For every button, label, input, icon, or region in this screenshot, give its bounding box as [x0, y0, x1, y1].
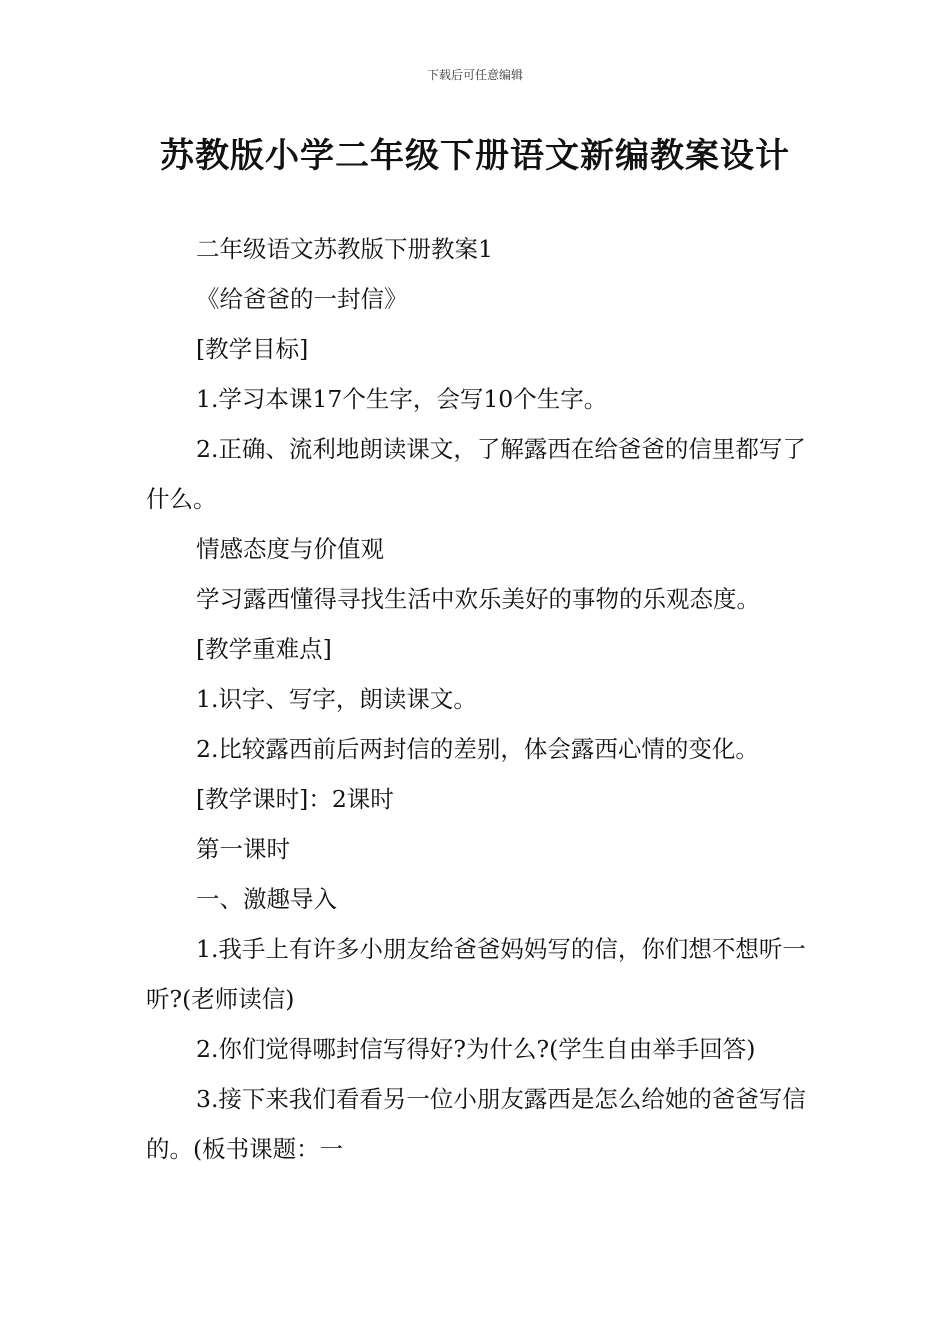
paragraph: 一、激趣导入: [196, 885, 337, 913]
document-body: [146, 224, 808, 1174]
paragraph: 学习露西懂得寻找生活中欢乐美好的事物的乐观态度。: [196, 585, 760, 613]
paragraph: [教学目标]: [196, 335, 309, 363]
paragraph: 二年级语文苏教版下册教案1: [196, 235, 493, 263]
paragraph: 情感态度与价值观: [196, 535, 384, 563]
paragraph: [教学重难点]: [196, 635, 332, 663]
paragraph: [教学课时]：2课时: [196, 785, 394, 813]
header-note: 下载后可任意编辑: [426, 68, 523, 82]
paragraph: 第一课时: [196, 835, 290, 863]
paragraph: 《给爸爸的一封信》: [196, 285, 408, 313]
document-title: 苏教版小学二年级下册语文新编教案设计: [160, 136, 790, 176]
paragraph: 1.我手上有许多小朋友给爸爸妈妈写的信，你们想不想听一听?(老师读信): [146, 935, 806, 1013]
paragraph: 2.正确、流利地朗读课文，了解露西在给爸爸的信里都写了什么。: [146, 435, 806, 513]
paragraph: 1.学习本课17个生字，会写10个生字。: [196, 385, 608, 413]
paragraph: 1.识字、写字，朗读课文。: [196, 685, 477, 713]
paragraph: 2.你们觉得哪封信写得好?为什么?(学生自由举手回答): [196, 1035, 756, 1063]
paragraph: 3.接下来我们看看另一位小朋友露西是怎么给她的爸爸写信的。(板书课题：一: [146, 1085, 806, 1163]
paragraph: 2.比较露西前后两封信的差别，体会露西心情的变化。: [196, 735, 759, 763]
